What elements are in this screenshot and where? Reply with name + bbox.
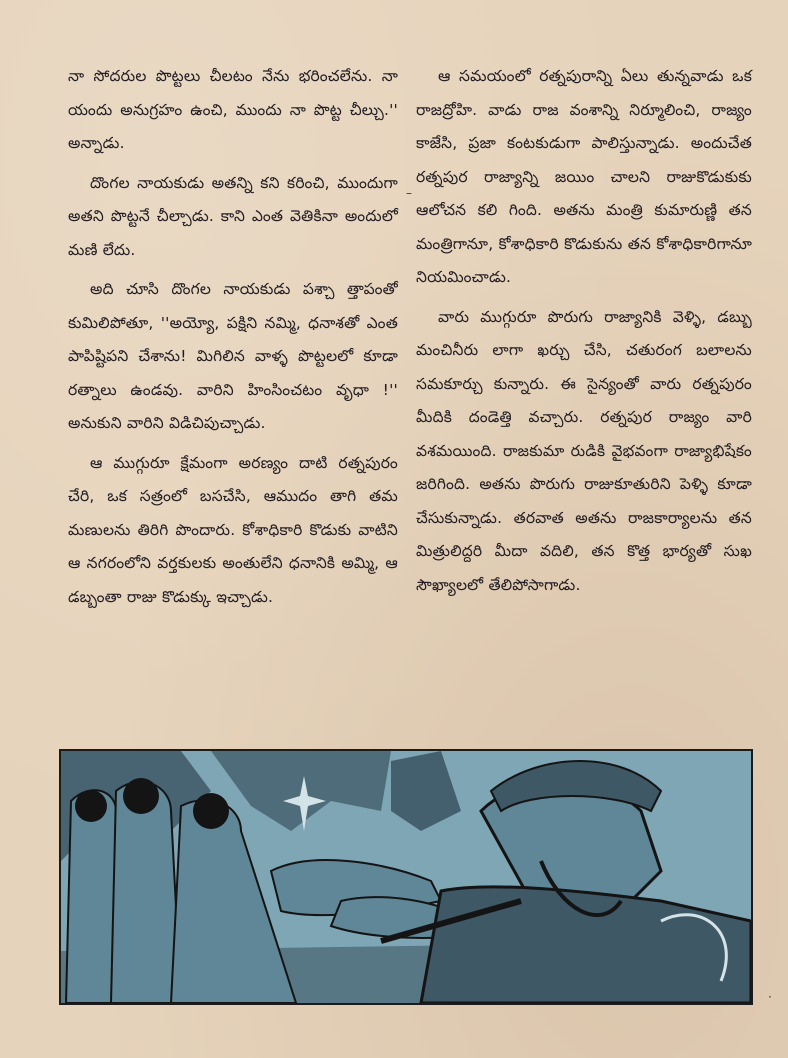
right-text-column (416, 60, 752, 608)
standing-figure-3-head (193, 793, 229, 829)
margin-dash-mark: – (406, 186, 412, 200)
left-paragraph-3: అది చూసి దొంగల నాయకుడు పశ్చా త్తాపంతో కుమిలిపోతూ, ''అయ్యో, పక్షిని నమ్మి, ధనాశతో ఎంత పాపిష్టిపని చేశాను! మిగిలిన వాళ్ళ పొట్టలలో కూడా రత్నాలు ఉండవు. వారిని హింసించటం వృధా !'' అనుకుని వారిని విడిచిపుచ్చాడు. (68, 280, 398, 432)
right-paragraph-1: ఆ సమయంలో రత్నపురాన్ని ఏలు తున్నవాడు ఒక రాజద్రోహి. వాడు రాజ వంశాన్ని నిర్మూలించి, రాజ్యం కాజేసి, ప్రజా కంటకుడుగా పాలిస్తున్నాడు. అందుచేత రత్నపుర రాజ్యాన్ని జయిం చాలని రాజుకొడుకుకు ఆలోచన కలి గింది. అతను మంత్రి కుమారుణ్ణి తన మంత్రిగానూ, కోశాధికారి కొడుకును తన కోశాధికారిగానూ నియమించాడు. (416, 67, 752, 286)
standing-figure-1-head (75, 790, 107, 822)
left-text-column (68, 60, 398, 620)
right-paragraph-2: వారు ముగ్గురూ పొరుగు రాజ్యానికి వెళ్ళి, డబ్బు మంచినీరు లాగా ఖర్చు చేసి, చతురంగ బలాలను సమకూర్చు కున్నారు. ఈ సైన్యంతో వారు రత్నపురం మీదికి దండెత్తి వచ్చారు. రత్నపుర రాజ్యం వారి వశమయింది. రాజకుమా రుడికి వైభవంగా రాజ్యాభిషేకం జరిగింది. అతను పొరుగు రాజుకూతురిని పెళ్ళి కూడా చేసుకున్నాడు. తరవాత అతను రాజకార్యాలను తన మిత్రులిద్దరి మీదా వదిలి, తన కొత్త భార్యతో సుఖ సౌఖ్యాలలో తేలిపోసాగాడు. (416, 307, 752, 594)
standing-figure-2 (111, 782, 181, 1003)
story-illustration (59, 749, 753, 1005)
standing-figure-2-head (123, 778, 159, 814)
margin-dot-mark: · (768, 990, 772, 1004)
left-paragraph-4: ఆ ముగ్గురూ క్షేమంగా అరణ్యం దాటి రత్నపురం చేరి, ఒక సత్రంలో బసచేసి, ఆముదం తాగి తమ మణులను తిరిగి పొందారు. కోశాధికారి కొడుకు వాటిని ఆ నగరంలోని వర్తకులకు అంతులేని ధనానికి అమ్మి, ఆ డబ్బంతా రాజు కొడుక్కు ఇచ్చాడు. (68, 453, 398, 606)
left-paragraph-2: దొంగల నాయకుడు అతన్ని కని కరించి, ముందుగా అతని పొట్టనే చీల్చాడు. కాని ఎంత వెతికినా అందులో మణి లేదు. (68, 173, 398, 259)
illustration-svg (61, 751, 751, 1003)
left-paragraph-1: నా సోదరుల పొట్టలు చీలటం నేను భరించలేను. నా యందు అనుగ్రహం ఉంచి, ముందు నా పొట్ట చీల్చు.'' అన్నాడు. (68, 67, 398, 152)
